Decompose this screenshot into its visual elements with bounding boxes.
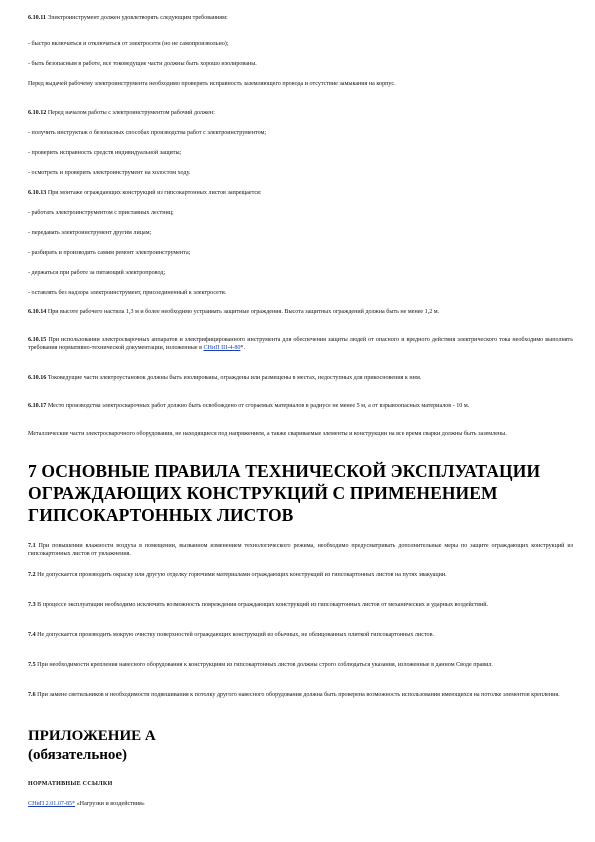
clause-number: 7.5 xyxy=(28,662,36,668)
clause-number: 7.6 xyxy=(28,692,36,698)
clause-number: 7.1 xyxy=(28,543,36,549)
paragraph-6-10-11 xyxy=(28,14,573,22)
bullet-item: - разбирать и производить самим ремонт электроинструмента; xyxy=(28,250,191,256)
paragraph-7-5 xyxy=(28,661,573,669)
bullet-item: - передавать электроинструмент другим лицам; xyxy=(28,230,152,236)
clause-text: При использовании электросварочных аппаратов и электрифицированного инструмента для обеспечения защиты людей от опасного и вредного действия электрического тока необходимо выполнять требования нормативно-технической документации, изложенные в xyxy=(28,337,573,352)
bullet-item: - проверить исправность средств индивидуальной защиты; xyxy=(28,150,182,156)
appendix-title-line-2: (обязательное) xyxy=(28,747,128,763)
clause-number: 6.10.13 xyxy=(28,190,47,196)
bullet-item: - осмотреть и проверить электроинструмент на холостом ходу. xyxy=(28,170,191,176)
snip-iii-4-80-link[interactable]: СНиП III-4-80 xyxy=(203,345,241,352)
paragraph-6-10-12 xyxy=(28,109,573,117)
clause-number: 6.10.14 xyxy=(28,309,47,315)
paragraph-7-1 xyxy=(28,542,573,559)
clause-number: 6.10.11 xyxy=(28,15,46,21)
paragraph-before-issue: Перед выдачей рабочему электроинструмента необходимо проверить исправность заземляющего провода и отсутствие замыкания на корпус. xyxy=(28,81,396,87)
bullet-item: - работать электроинструментом с приставных лестниц; xyxy=(28,210,174,216)
clause-number: 6.10.17 xyxy=(28,403,47,409)
bullet-item: - получить инструктаж о безопасных способах производства работ с электроинструментом; xyxy=(28,130,267,136)
clause-text: Не допускается производить окраску или другую отделку горючими материалами ограждающих конструкций из гипсокартонных листов на путях эвакуации. xyxy=(37,572,447,578)
paragraph-7-6 xyxy=(28,691,573,699)
appendix-title xyxy=(28,727,573,765)
clause-text: Токоведущие части электроустановок должны быть изолированы, ограждены или размещены в местах, недоступных для прикосновения к ним. xyxy=(47,375,422,381)
clause-text: При замене светильников и необходимости подвешивания к потолку другого навесного оборудования должна быть проверена возможность использования имеющихся на потолке элементов крепления. xyxy=(37,692,560,698)
clause-number: 7.4 xyxy=(28,632,36,638)
clause-text: При необходимости крепления навесного оборудования к конструкциям из гипсокартонных листов должны строго соблюдаться указания, изложенные в данном Своде правил. xyxy=(37,662,493,668)
reference-title: «Нагрузки и воздействия» xyxy=(75,801,145,807)
clause-number: 6.10.12 xyxy=(28,110,47,116)
paragraph-6-10-17 xyxy=(28,402,573,410)
bullet-item: - быстро включаться и отключаться от электросети (но не самопроизвольно); xyxy=(28,41,229,47)
reference-item xyxy=(28,800,573,808)
clause-text: Место производства электросварочных работ должно быть освобождено от сгораемых материалов в радиусе не менее 5 м, а от взрывоопасных материалов - 10 м. xyxy=(47,403,470,409)
paragraph-7-4 xyxy=(28,631,573,639)
normative-references-heading: НОРМАТИВНЫЕ ССЫЛКИ xyxy=(28,781,113,787)
clause-number: 6.10.15 xyxy=(28,337,47,343)
clause-text: При высоте рабочего настила 1,3 м и более необходимо устраивать защитные ограждения. Высота защитных ограждений должна быть не менее 1,2 м. xyxy=(47,309,440,315)
paragraph-6-10-13 xyxy=(28,189,573,197)
clause-text: Электроинструмент должен удовлетворять следующим требованиям: xyxy=(47,15,228,21)
clause-text: При повышении влажности воздуха в помещении, вызванном изменением технологического режима, необходимо предусматривать дополнительные меры по защите ограждающих конструкций из гипсокартонных листов от увлажнения. xyxy=(28,543,573,558)
paragraph-6-10-16 xyxy=(28,374,573,382)
paragraph-6-10-15 xyxy=(28,336,573,353)
appendix-title-line-1: ПРИЛОЖЕНИЕ А xyxy=(28,728,156,744)
clause-number: 6.10.16 xyxy=(28,375,47,381)
clause-number: 7.2 xyxy=(28,572,36,578)
clause-text: В процессе эксплуатации необходимо исключить возможность повреждения ограждающих конструкций из гипсокартонных листов от механических и ударных воздействий. xyxy=(37,602,489,608)
paragraph-metal-grounding: Металлические части электросварочного оборудования, не находящиеся под напряжением, а также свариваемые элементы и конструкции на все время сварки должны быть заземлены. xyxy=(28,431,507,437)
clause-text: Перед началом работы с электроинструментом рабочий должен: xyxy=(47,110,215,116)
bullet-item: - держаться при работе за питающий электропровод; xyxy=(28,270,166,276)
paragraph-7-2 xyxy=(28,571,573,579)
paragraph-6-10-14 xyxy=(28,308,573,316)
clause-number: 7.3 xyxy=(28,602,36,608)
bullet-item: - быть безопасным в работе, все токоведущие части должны быть хорошо изолированы. xyxy=(28,61,257,67)
clause-text: При монтаже ограждающих конструкций из гипсокартонных листов запрещается: xyxy=(47,190,262,196)
clause-text: Не допускается производить мокрую очистку поверхностей ограждающих конструкций из обычных, не облицованных плиткой гипсокартонных листов. xyxy=(37,632,434,638)
bullet-item: - оставлять без надзора электроинструмент, присоединенный к электросети. xyxy=(28,290,227,296)
section-7-heading: 7 ОСНОВНЫЕ ПРАВИЛА ТЕХНИЧЕСКОЙ ЭКСПЛУАТАЦИИ ОГРАЖДАЮЩИХ КОНСТРУКЦИЙ С ПРИМЕНЕНИЕМ ГИПСОКАРТОННЫХ ЛИСТОВ xyxy=(28,461,541,525)
clause-tail: *. xyxy=(240,345,245,352)
paragraph-7-3 xyxy=(28,601,573,609)
snip-2-01-07-85-link[interactable]: СНиП 2.01.07-85* xyxy=(28,801,76,807)
